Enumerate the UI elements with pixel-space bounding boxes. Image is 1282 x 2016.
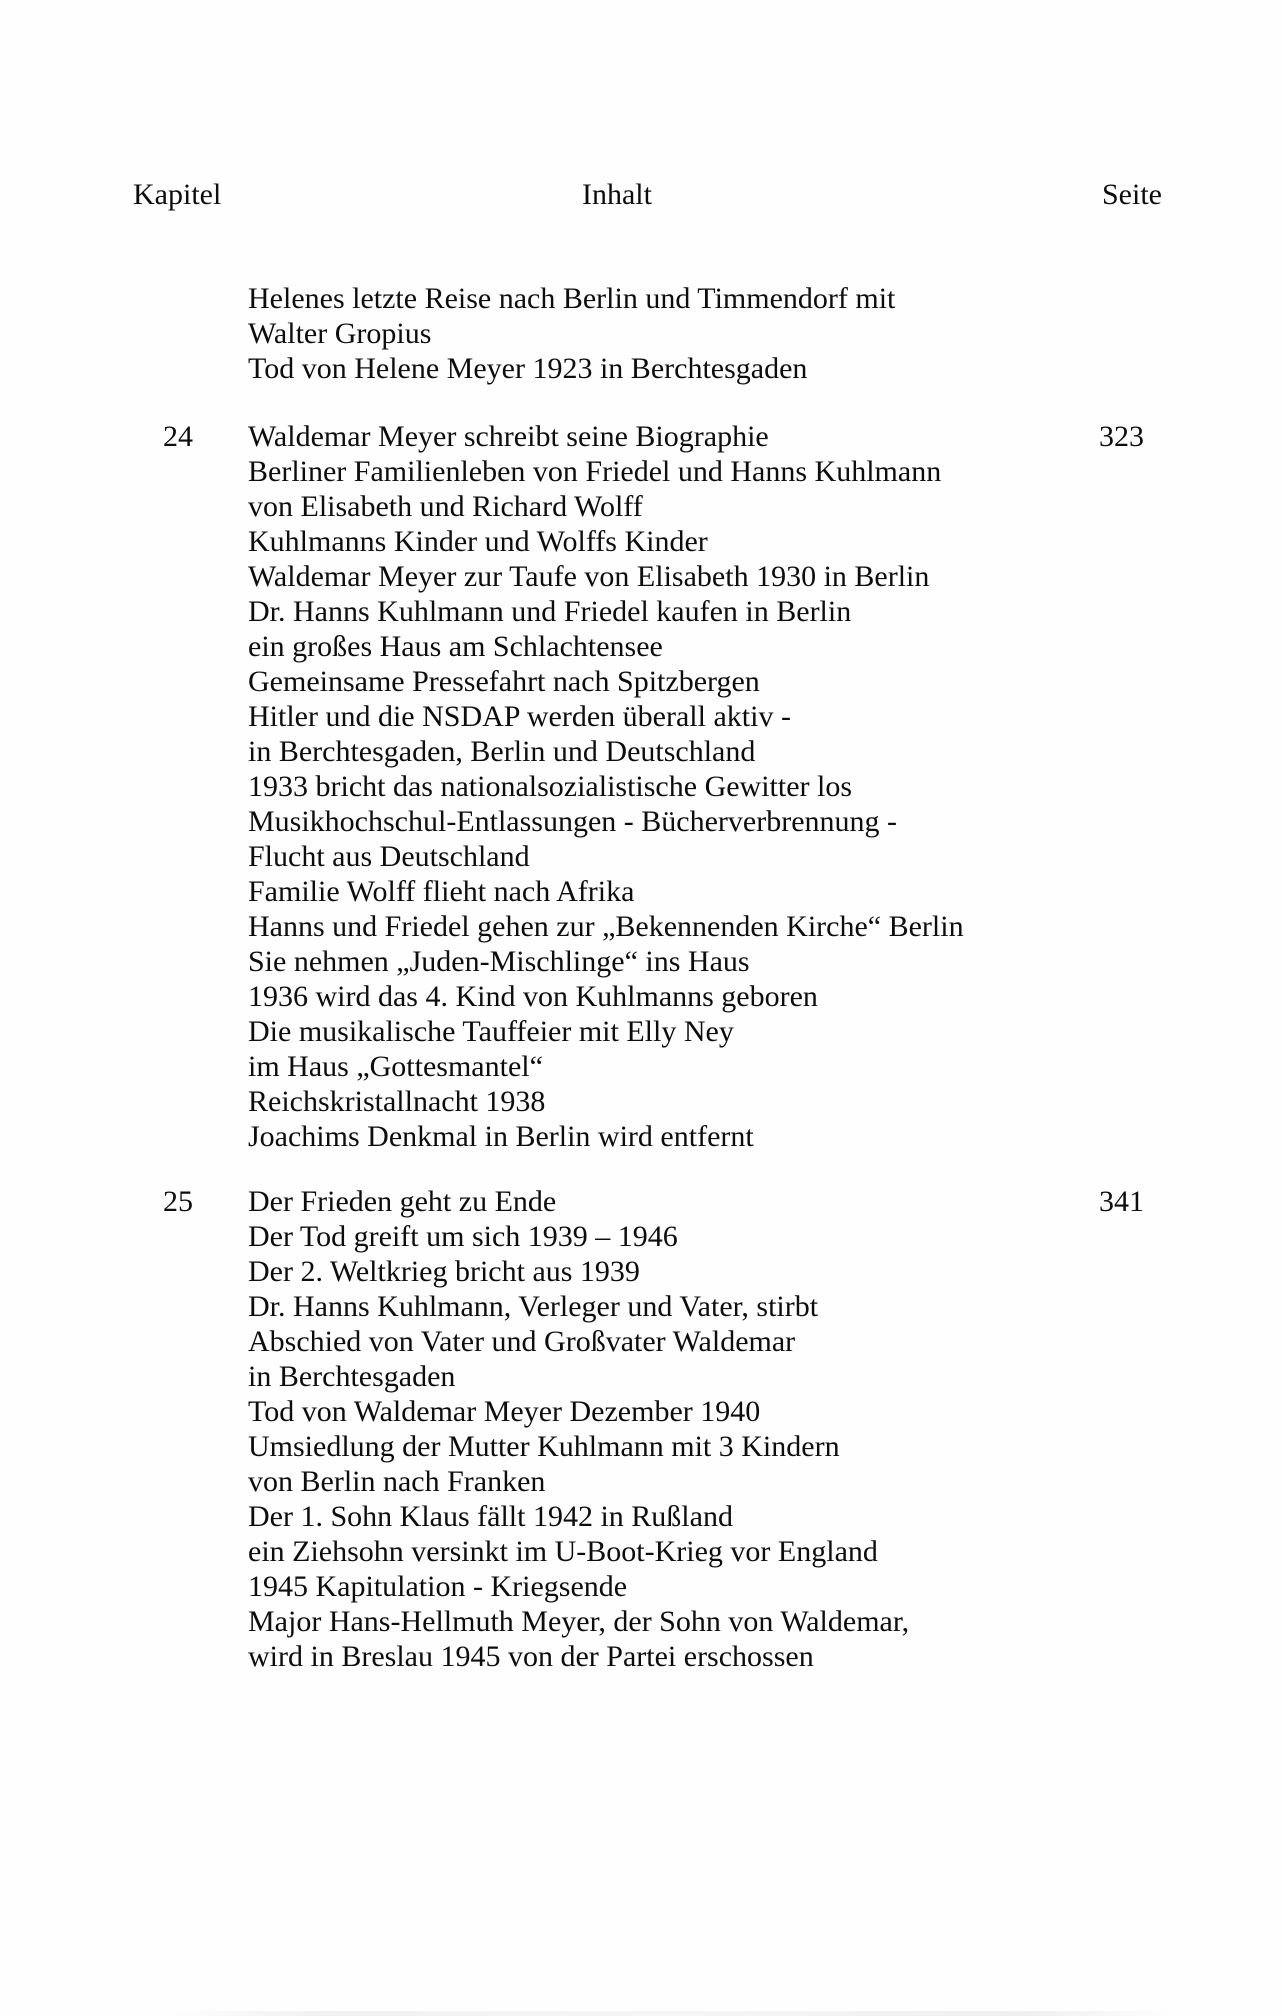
page-number: 323: [1099, 420, 1144, 453]
toc-line: Die musikalische Tauffeier mit Elly Ney: [248, 1015, 734, 1048]
toc-line: Der Tod greift um sich 1939 – 1946: [248, 1220, 678, 1253]
column-header-seite: Seite: [1102, 178, 1162, 211]
toc-line: Tod von Waldemar Meyer Dezember 1940: [248, 1395, 761, 1428]
toc-line: Der 1. Sohn Klaus fällt 1942 in Rußland: [248, 1500, 733, 1533]
toc-line: Tod von Helene Meyer 1923 in Berchtesgaden: [248, 352, 808, 385]
toc-line: Flucht aus Deutschland: [248, 840, 530, 873]
toc-line: Sie nehmen „Juden-Mischlinge“ ins Haus: [248, 945, 750, 978]
toc-line: Der 2. Weltkrieg bricht aus 1939: [248, 1255, 640, 1288]
toc-line: ein großes Haus am Schlachtensee: [248, 630, 663, 663]
toc-line: Dr. Hanns Kuhlmann, Verleger und Vater, stirbt: [248, 1290, 819, 1323]
toc-line: in Berchtesgaden: [248, 1360, 456, 1393]
scan-artifact-bottom-edge: [170, 2011, 1172, 2016]
toc-line: im Haus „Gottesmantel“: [248, 1050, 543, 1083]
toc-line: Abschied von Vater und Großvater Waldemar: [248, 1325, 796, 1358]
toc-entry-lines: [248, 1184, 1028, 1674]
toc-entry-lines: [248, 281, 1028, 386]
toc-entry-lines: [248, 419, 1028, 1154]
toc-line: Waldemar Meyer schreibt seine Biographie: [248, 420, 769, 453]
toc-line: Waldemar Meyer zur Taufe von Elisabeth 1930 in Berlin: [248, 560, 930, 593]
toc-line: Der Frieden geht zu Ende: [248, 1185, 557, 1218]
toc-line: Hanns und Friedel gehen zur „Bekennenden Kirche“ Berlin: [248, 910, 964, 943]
toc-line: Dr. Hanns Kuhlmann und Friedel kaufen in Berlin: [248, 595, 852, 628]
column-header-inhalt: Inhalt: [582, 178, 652, 211]
toc-line: von Berlin nach Franken: [248, 1465, 546, 1498]
chapter-number: 24: [163, 420, 193, 453]
chapter-number: 25: [163, 1185, 193, 1218]
toc-line: 1945 Kapitulation - Kriegsende: [248, 1570, 628, 1603]
toc-line: wird in Breslau 1945 von der Partei erschossen: [248, 1640, 814, 1673]
toc-line: Hitler und die NSDAP werden überall aktiv -: [248, 700, 791, 733]
toc-line: Umsiedlung der Mutter Kuhlmann mit 3 Kindern: [248, 1430, 840, 1463]
toc-line: 1933 bricht das nationalsozialistische Gewitter los: [248, 770, 853, 803]
toc-line: Musikhochschul-Entlassungen - Bücherverbrennung -: [248, 805, 898, 838]
column-header-kapitel: Kapitel: [133, 178, 222, 211]
toc-line: Major Hans-Hellmuth Meyer, der Sohn von Waldemar,: [248, 1605, 910, 1638]
page-number: 341: [1099, 1185, 1144, 1218]
toc-line: Berliner Familienleben von Friedel und Hanns Kuhlmann: [248, 455, 942, 488]
toc-line: von Elisabeth und Richard Wolff: [248, 490, 643, 523]
toc-line: Reichskristallnacht 1938: [248, 1085, 546, 1118]
toc-line: ein Ziehsohn versinkt im U-Boot-Krieg vor England: [248, 1535, 878, 1568]
toc-line: Kuhlmanns Kinder und Wolffs Kinder: [248, 525, 708, 558]
toc-line: Joachims Denkmal in Berlin wird entfernt: [248, 1120, 754, 1153]
toc-line: Gemeinsame Pressefahrt nach Spitzbergen: [248, 665, 760, 698]
toc-line: in Berchtesgaden, Berlin und Deutschland: [248, 735, 756, 768]
toc-line: Helenes letzte Reise nach Berlin und Timmendorf mit: [248, 282, 896, 315]
toc-line: Familie Wolff flieht nach Afrika: [248, 875, 635, 908]
toc-line: 1936 wird das 4. Kind von Kuhlmanns geboren: [248, 980, 818, 1013]
toc-line: Walter Gropius: [248, 317, 432, 350]
